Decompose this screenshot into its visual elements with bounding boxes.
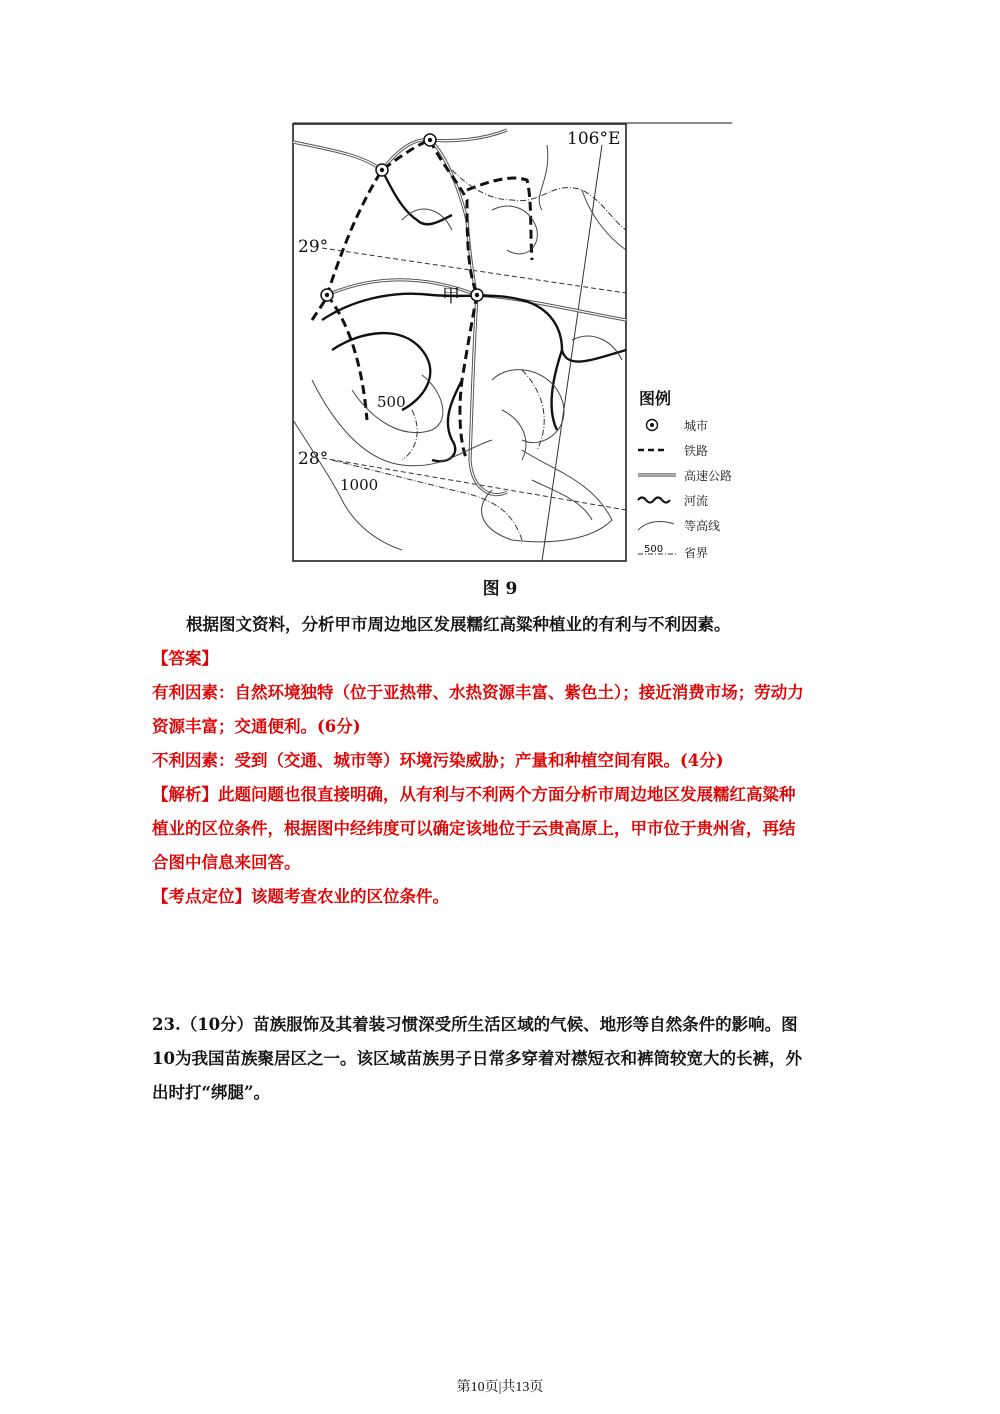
legend <box>632 380 736 562</box>
legend-item-city: 城市 <box>684 419 709 433</box>
legend-item-railway: 铁路 <box>684 444 709 458</box>
question-23-line-2: 10为我国苗族聚居区之一。该区域苗族男子日常多穿着对襟短衣和裤筒较宽大的长裤，外 <box>152 1049 802 1068</box>
question-text: 根据图文资料，分析甲市周边地区发展糯红高粱种植业的有利与不利因素。 <box>186 615 731 634</box>
map-figure <box>292 120 737 565</box>
question-23-line-1: 23.（10分）苗族服饰及其着装习惯深受所生活区域的气候、地形等自然条件的影响。图 <box>152 1015 798 1034</box>
legend-item-highway: 高速公路 <box>684 469 733 483</box>
contour-1000-label: 1000 <box>340 476 379 494</box>
answer-tag: 【答案】 <box>152 649 218 668</box>
question-23-line-3: 出时打“绑腿”。 <box>152 1083 270 1102</box>
page-footer: 第10页|共13页 <box>456 1380 544 1395</box>
latitude-28-label: 28° <box>298 449 329 469</box>
answer-favorable-line-2: 资源丰富；交通便利。(6分) <box>152 717 361 736</box>
question-23 <box>152 1008 864 1110</box>
legend-title: 图例 <box>639 389 672 408</box>
keypoint-text: 【考点定位】该题考查农业的区位条件。 <box>152 887 449 906</box>
city-jia-label: 甲 <box>442 286 460 307</box>
analysis-line-3: 合图中信息来回答。 <box>152 853 301 872</box>
answer-unfavorable: 不利因素：受到（交通、城市等）环境污染威胁；产量和种植空间有限。(4分) <box>152 751 724 770</box>
legend-item-river: 河流 <box>684 494 709 508</box>
legend-item-boundary: 省界 <box>684 546 709 560</box>
analysis-line-1: 【解析】此题问题也很直接明确，从有利与不利两个方面分析市周边地区发展糯红高粱种 <box>152 785 796 804</box>
answer-favorable-line-1: 有利因素：自然环境独特（位于亚热带、水热资源丰富、紫色土）；接近消费市场；劳动力 <box>152 683 804 702</box>
longitude-label: 106°E <box>567 129 621 149</box>
legend-contour-sample: 500 <box>644 544 664 555</box>
contour-500-label: 500 <box>377 393 406 411</box>
figure-caption: 图 9 <box>482 579 518 599</box>
legend-item-contour: 等高线 <box>684 519 721 533</box>
analysis-line-2: 植业的区位条件，根据图中经纬度可以确定该地位于云贵高原上，甲市位于贵州省，再结 <box>152 819 796 838</box>
latitude-29-label: 29° <box>298 237 329 257</box>
